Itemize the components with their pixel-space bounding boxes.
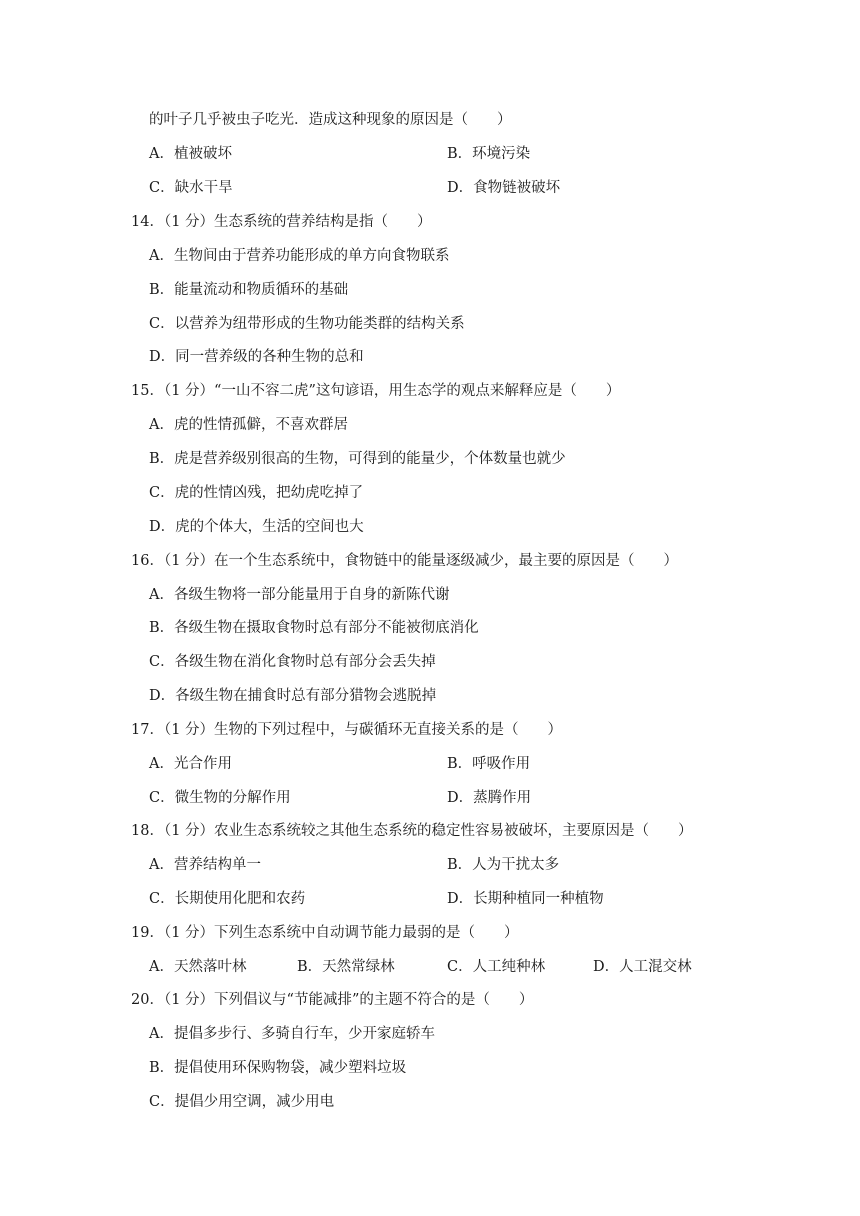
q19-option-c: C．人工纯种林	[447, 959, 546, 975]
q18-option-b: B．人为干扰太多	[447, 857, 560, 873]
q16-option-a: A．各级生物将一部分能量用于自身的新陈代谢	[149, 587, 450, 603]
q20-option-c: C．提倡少用空调，减少用电	[149, 1094, 335, 1110]
q13-option-d: D．食物链被破坏	[447, 180, 561, 196]
q13-stem-continuation: 的叶子几乎被虫子吃光．造成这种现象的原因是（ ）	[149, 112, 512, 128]
q17-option-a: A．光合作用	[149, 756, 232, 772]
q17-stem: 17．（1 分）生物的下列过程中，与碳循环无直接关系的是（ ）	[131, 722, 563, 738]
q18-option-c: C．长期使用化肥和农药	[149, 891, 306, 907]
q14-option-d: D．同一营养级的各种生物的总和	[149, 349, 364, 365]
q13-option-a: A．植被破坏	[149, 146, 232, 162]
q19-option-b: B．天然常绿林	[297, 959, 395, 975]
q14-option-c: C．以营养为纽带形成的生物功能类群的结构关系	[149, 316, 465, 332]
q20-stem: 20．（1 分）下列倡议与“节能减排”的主题不符合的是（ ）	[131, 992, 534, 1008]
q19-option-a: A．天然落叶林	[149, 959, 247, 975]
q18-option-d: D．长期种植同一种植物	[447, 891, 604, 907]
q13-option-b: B．环境污染	[447, 146, 531, 162]
q16-option-d: D．各级生物在捕食时总有部分猎物会逃脱掉	[149, 688, 437, 704]
q14-option-b: B．能量流动和物质循环的基础	[149, 282, 349, 298]
q16-stem: 16．（1 分）在一个生态系统中，食物链中的能量逐级减少，最主要的原因是（ ）	[131, 553, 679, 569]
q16-option-c: C．各级生物在消化食物时总有部分会丢失掉	[149, 654, 436, 670]
q18-stem: 18．（1 分）农业生态系统较之其他生态系统的稳定性容易被破坏，主要原因是（ ）	[131, 823, 693, 839]
q17-option-b: B．呼吸作用	[447, 756, 531, 772]
q15-option-b: B．虎是营养级别很高的生物，可得到的能量少，个体数量也就少	[149, 451, 566, 467]
q19-stem: 19．（1 分）下列生态系统中自动调节能力最弱的是（ ）	[131, 925, 519, 941]
q18-option-a: A．营养结构单一	[149, 857, 261, 873]
q15-option-a: A．虎的性情孤僻，不喜欢群居	[149, 417, 348, 433]
q20-option-a: A．提倡多步行、多骑自行车，少开家庭轿车	[149, 1026, 435, 1042]
q20-option-b: B．提倡使用环保购物袋，减少塑料垃圾	[149, 1060, 407, 1076]
q14-option-a: A．生物间由于营养功能形成的单方向食物联系	[149, 248, 450, 264]
q14-stem: 14．（1 分）生态系统的营养结构是指（ ）	[131, 214, 432, 230]
q13-option-c: C．缺水干旱	[149, 180, 233, 196]
q15-option-d: D．虎的个体大，生活的空间也大	[149, 519, 364, 535]
q17-option-d: D．蒸腾作用	[447, 790, 532, 806]
q15-stem: 15．（1 分）“一山不容二虎”这句谚语，用生态学的观点来解释应是（ ）	[131, 383, 621, 399]
q17-option-c: C．微生物的分解作用	[149, 790, 291, 806]
q15-option-c: C．虎的性情凶残，把幼虎吃掉了	[149, 485, 364, 501]
q19-option-d: D．人工混交林	[593, 959, 692, 975]
q16-option-b: B．各级生物在摄取食物时总有部分不能被彻底消化	[149, 620, 479, 636]
